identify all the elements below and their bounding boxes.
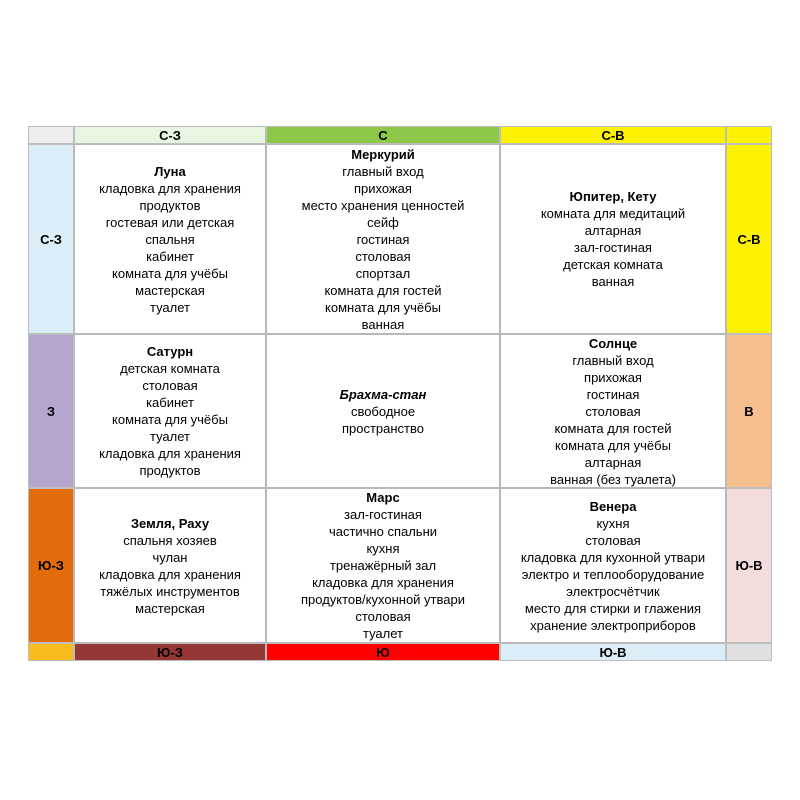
zone-item: комната для гостей bbox=[554, 420, 672, 436]
zone-item: кабинет bbox=[146, 248, 194, 264]
corner-bottom-right bbox=[726, 643, 772, 661]
zone-item: ванная (без туалета) bbox=[550, 471, 676, 487]
zone-item: частично спальни bbox=[328, 524, 438, 539]
zone-north bbox=[266, 144, 500, 334]
zone-item: прихожая bbox=[354, 180, 412, 196]
zone-south bbox=[266, 488, 500, 643]
zone-item: спортзал bbox=[355, 265, 411, 281]
zone-item: комната для учёбы bbox=[112, 265, 228, 281]
band-label: Ю-З bbox=[38, 558, 64, 573]
zone-item: детская комната bbox=[120, 361, 220, 376]
zone-item: гостиная bbox=[356, 231, 410, 247]
zone-planet: Меркурий bbox=[351, 146, 415, 162]
zone-item: кухня bbox=[596, 515, 630, 531]
zone-item: столовая bbox=[355, 248, 411, 264]
zone-planet: Юпитер, Кету bbox=[569, 189, 657, 204]
zone-item: зал-гостиная bbox=[344, 507, 422, 522]
zone-item: электросчётчик bbox=[566, 583, 660, 599]
zone-items bbox=[99, 532, 241, 617]
zone-center bbox=[266, 334, 500, 488]
zone-southwest bbox=[74, 488, 266, 643]
band-label: С-З bbox=[40, 231, 62, 247]
band-label: С-В bbox=[601, 127, 625, 143]
zone-item: продуктов bbox=[139, 197, 201, 213]
band-top-northeast bbox=[500, 126, 726, 144]
zone-item: кладовка для кухонной утвари bbox=[520, 549, 706, 565]
zone-item: спальня хозяев bbox=[123, 532, 217, 548]
zone-item: комната для гостей bbox=[324, 282, 442, 298]
zone-item: столовая bbox=[142, 378, 198, 393]
zone-item: алтарная bbox=[584, 223, 642, 238]
zone-item: электро и теплооборудование bbox=[521, 566, 705, 582]
band-label: В bbox=[744, 403, 754, 419]
zone-southeast bbox=[500, 488, 726, 643]
band-label: Ю bbox=[376, 644, 390, 660]
zone-item: гостиная bbox=[586, 386, 640, 402]
zone-item: чулан bbox=[152, 549, 188, 565]
band-right-southeast bbox=[726, 488, 772, 643]
zone-item: место для стирки и глажения bbox=[524, 600, 702, 616]
zone-item: комната для учёбы bbox=[325, 299, 441, 315]
zone-northwest bbox=[74, 144, 266, 334]
zone-item: тяжёлых инструментов bbox=[100, 583, 240, 599]
zone-item: кладовка для хранения bbox=[99, 566, 241, 582]
band-label: Ю-В bbox=[599, 644, 627, 660]
zone-item: прихожая bbox=[584, 369, 642, 385]
corner-bottom-left bbox=[28, 643, 74, 661]
corner-top-right bbox=[726, 126, 772, 144]
zone-items bbox=[541, 205, 685, 290]
zone-item: туалет bbox=[149, 429, 190, 444]
zone-item: столовая bbox=[355, 609, 411, 624]
zone-item: кладовка для хранения bbox=[99, 446, 241, 461]
zone-item: туалет bbox=[362, 626, 403, 641]
zone-items bbox=[99, 180, 241, 316]
band-left-southwest bbox=[28, 488, 74, 643]
zone-east bbox=[500, 334, 726, 488]
band-bottom-southeast bbox=[500, 643, 726, 661]
zone-items bbox=[342, 403, 424, 437]
band-top-northwest bbox=[74, 126, 266, 144]
zone-item: тренажёрный зал bbox=[329, 558, 437, 573]
zone-item: кладовка для хранения bbox=[99, 180, 241, 196]
zone-item: свободное bbox=[350, 403, 416, 419]
zone-item: мастерская bbox=[135, 600, 205, 616]
zone-planet: Брахма-стан bbox=[339, 386, 427, 402]
band-right-east bbox=[726, 334, 772, 488]
band-label: С-В bbox=[737, 231, 761, 247]
zone-northeast bbox=[500, 144, 726, 334]
zone-item: ванная bbox=[361, 316, 405, 332]
zone-item: сейф bbox=[367, 214, 399, 230]
zone-item: кладовка для хранения bbox=[312, 575, 454, 590]
band-right-northeast bbox=[726, 144, 772, 334]
zone-item: мастерская bbox=[135, 282, 205, 298]
zone-item: комната для учёбы bbox=[112, 412, 228, 427]
zone-item: детская комната bbox=[563, 257, 663, 272]
band-label: Ю-З bbox=[157, 644, 183, 660]
zone-item: продуктов bbox=[139, 463, 201, 478]
band-bottom-southwest bbox=[74, 643, 266, 661]
zone-item: комната для медитаций bbox=[540, 206, 686, 221]
zone-planet: Солнце bbox=[588, 335, 638, 351]
zone-planet: Луна bbox=[154, 163, 186, 179]
zone-item: зал-гостиная bbox=[574, 240, 652, 255]
zone-item: хранение электроприборов bbox=[530, 617, 696, 633]
zone-item: туалет bbox=[149, 299, 190, 315]
zone-item: гостевая или детская bbox=[105, 214, 235, 230]
band-left-northwest bbox=[28, 144, 74, 334]
zone-planet: Марс bbox=[366, 490, 400, 505]
zone-items bbox=[521, 515, 705, 634]
zone-item: кабинет bbox=[146, 395, 194, 410]
zone-planet: Венера bbox=[589, 498, 637, 514]
zone-item: спальня bbox=[145, 231, 195, 247]
band-label: С bbox=[378, 127, 388, 143]
zone-item: ванная bbox=[591, 274, 635, 289]
zone-items bbox=[99, 360, 241, 479]
band-label: Ю-В bbox=[735, 558, 763, 573]
zone-item: пространство bbox=[341, 420, 425, 436]
zone-item: продуктов/кухонной утвари bbox=[300, 592, 465, 607]
band-label: С-З bbox=[159, 127, 181, 143]
band-left-west bbox=[28, 334, 74, 488]
zone-planet: Земля, Раху bbox=[130, 515, 210, 531]
band-top-north bbox=[266, 126, 500, 144]
corner-top-left bbox=[28, 126, 74, 144]
zone-items bbox=[301, 506, 465, 642]
zone-item: столовая bbox=[585, 532, 641, 548]
zone-item: главный вход bbox=[342, 163, 424, 179]
zone-item: главный вход bbox=[572, 352, 654, 368]
zone-items bbox=[302, 163, 465, 333]
zone-items bbox=[550, 352, 676, 488]
vastu-grid bbox=[28, 126, 772, 661]
band-label: З bbox=[46, 403, 56, 419]
zone-item: кухня bbox=[366, 541, 400, 556]
zone-planet: Сатурн bbox=[146, 344, 194, 359]
zone-item: алтарная bbox=[584, 454, 642, 470]
zone-item: столовая bbox=[585, 403, 641, 419]
band-bottom-south bbox=[266, 643, 500, 661]
zone-item: место хранения ценностей bbox=[301, 197, 465, 213]
zone-west bbox=[74, 334, 266, 488]
zone-item: комната для учёбы bbox=[555, 437, 671, 453]
